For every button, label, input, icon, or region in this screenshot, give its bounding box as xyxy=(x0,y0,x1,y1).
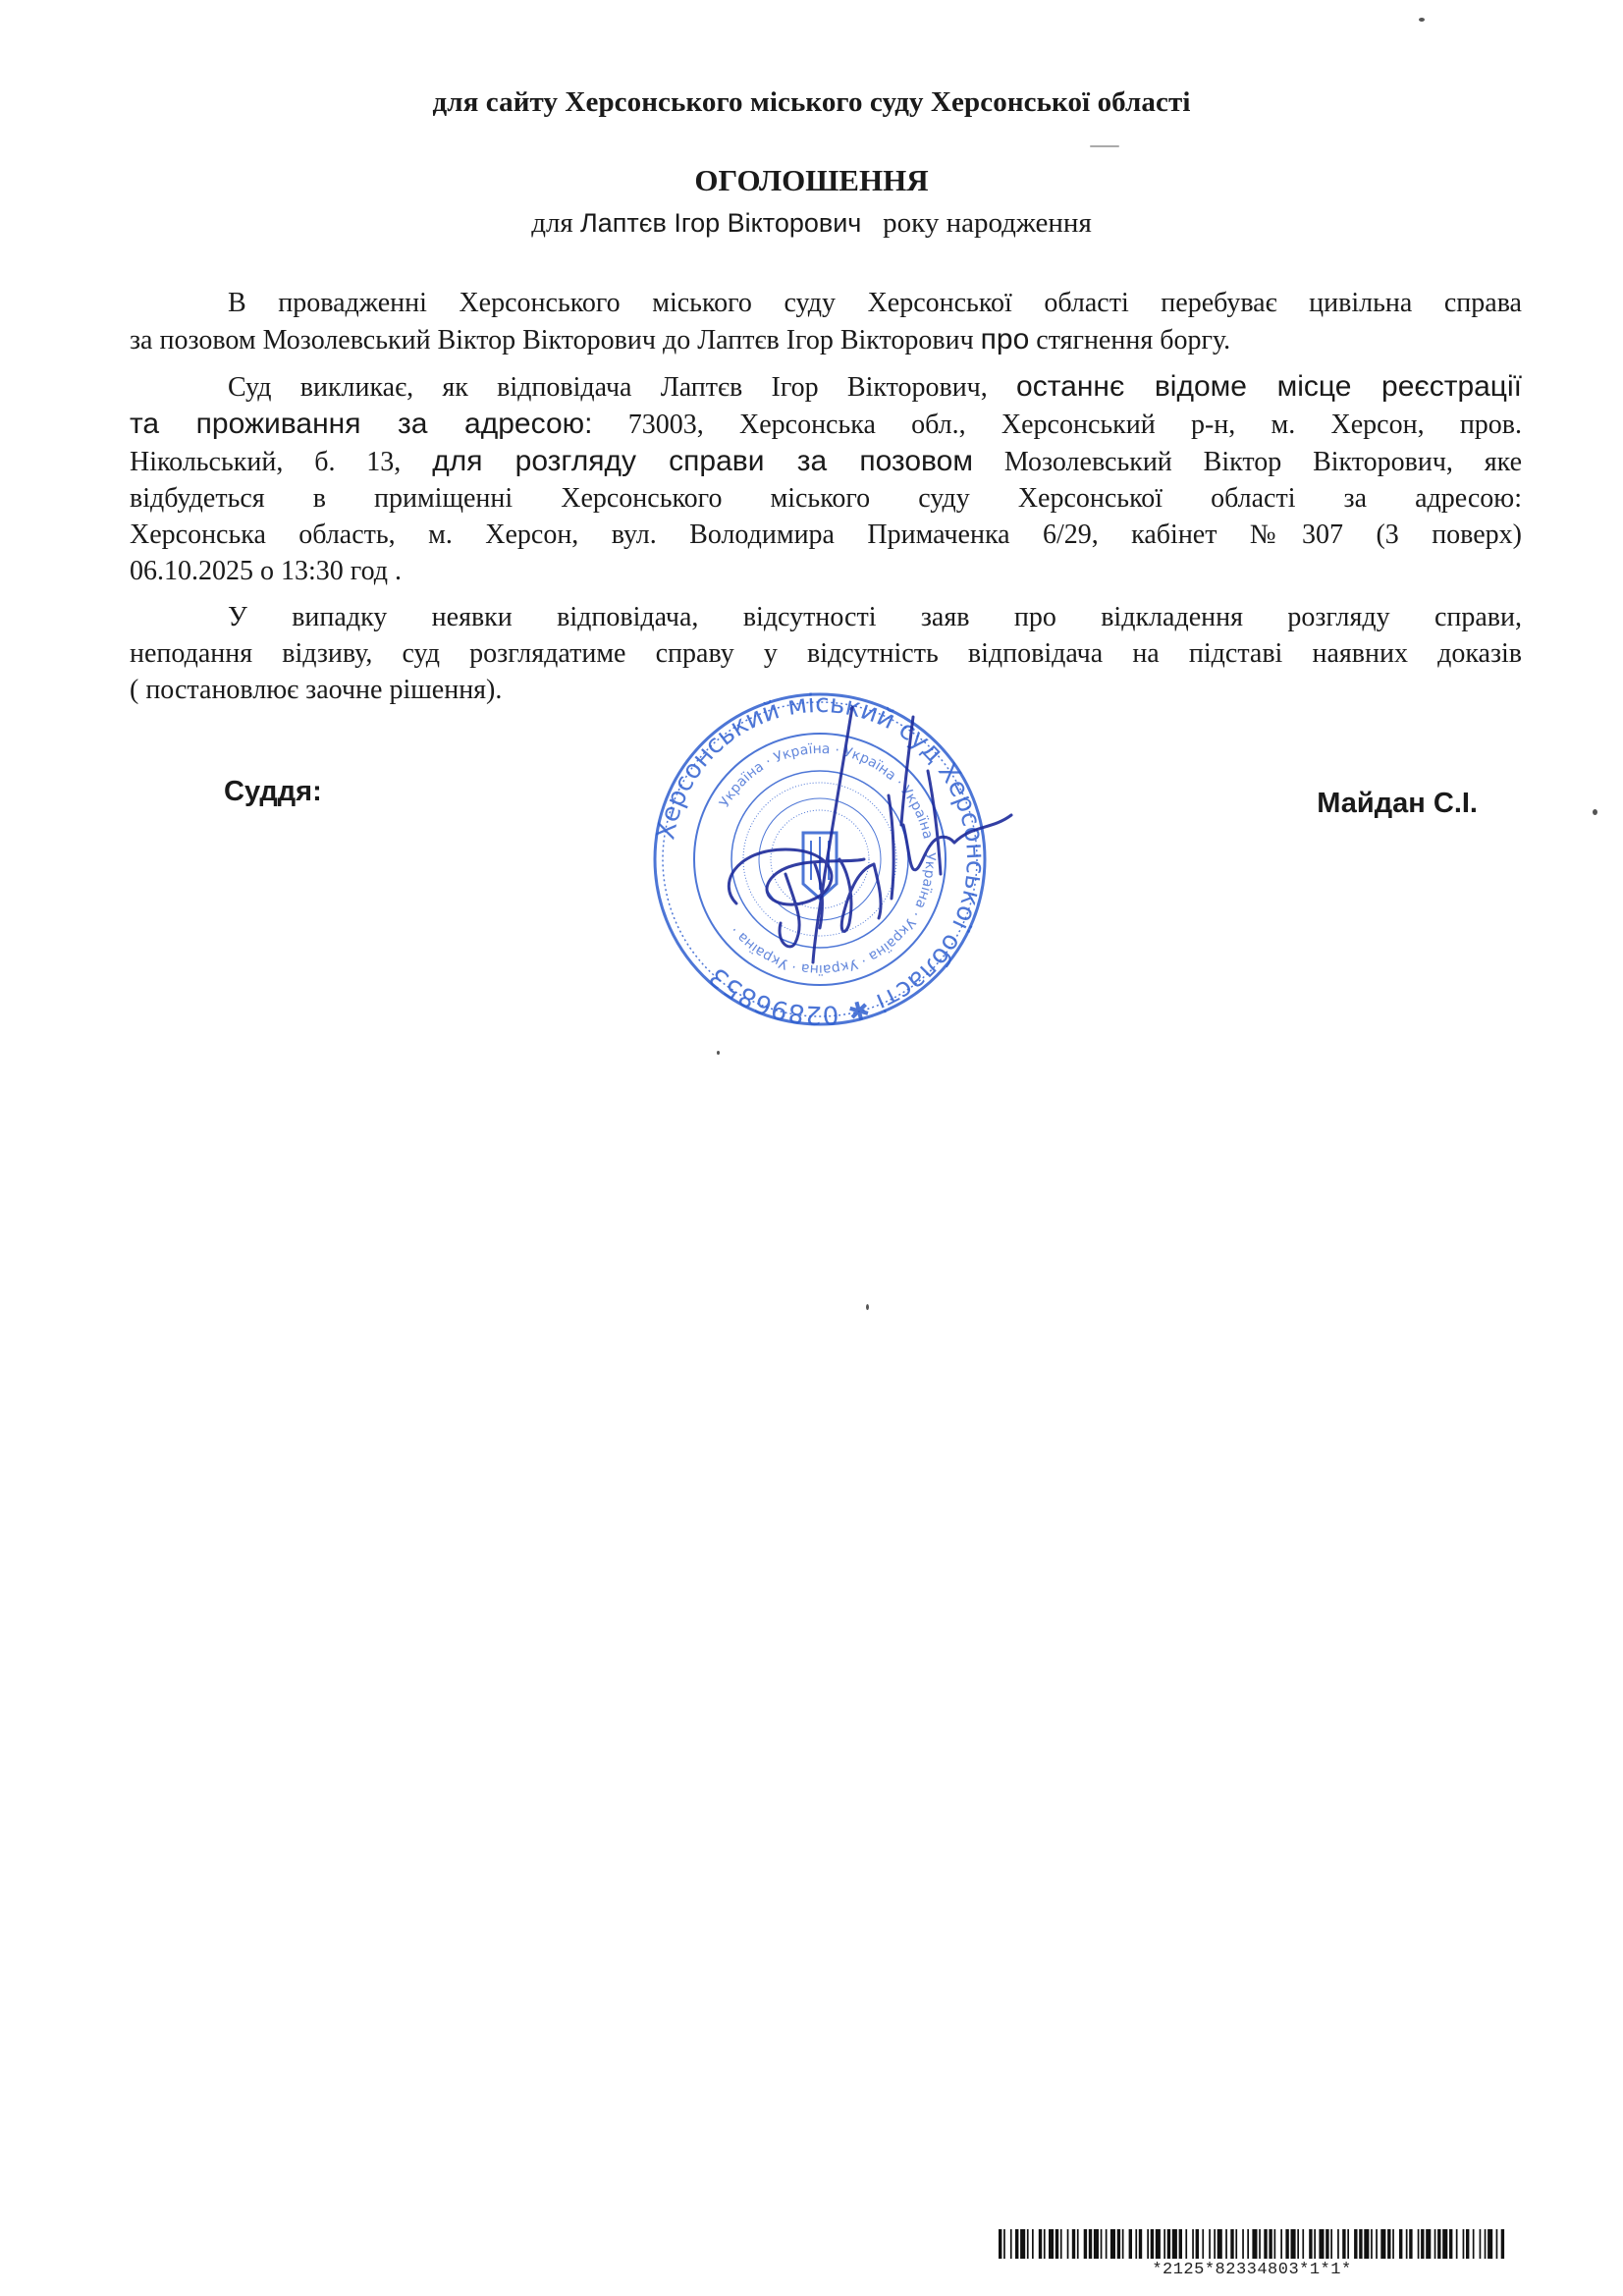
barcode-bar xyxy=(1235,2229,1237,2259)
text-fragment: Мозолевський Віктор Вікторович до Лаптєв Ігор Вікторович xyxy=(262,325,974,355)
barcode-bar xyxy=(1151,2229,1154,2259)
barcode-bar xyxy=(1314,2229,1316,2259)
text-fragment: та проживання за адресою: xyxy=(130,408,593,440)
barcode-bar xyxy=(1387,2229,1390,2259)
barcode-bar xyxy=(1456,2229,1458,2259)
text-fragment: Мозолевський Віктор Вікторович, яке xyxy=(1003,447,1523,477)
document-subtitle xyxy=(0,207,1623,240)
barcode-bar xyxy=(1421,2229,1424,2259)
barcode-bar xyxy=(999,2229,1001,2259)
barcode-bar xyxy=(1291,2229,1296,2259)
paragraph-line: відбудеться в приміщенні Херсонського міського суду Херсонської області за адресою: xyxy=(130,483,1522,514)
subtitle-prefix: для xyxy=(531,207,573,239)
barcode-bar xyxy=(1406,2229,1408,2259)
text-fragment: 73003, Херсонська обл., Херсонський р-н, м. Херсон, пров. xyxy=(627,410,1523,440)
barcode-bar xyxy=(1225,2229,1227,2259)
barcode-bar xyxy=(1027,2229,1029,2259)
barcode-bar xyxy=(1449,2229,1452,2259)
document-title: ОГОЛОШЕННЯ xyxy=(694,163,929,197)
scan-speck xyxy=(1593,809,1597,815)
paragraph-line xyxy=(130,321,1522,358)
barcode-bar xyxy=(1167,2229,1170,2259)
barcode-bar xyxy=(1359,2229,1362,2259)
barcode-bar xyxy=(1217,2229,1222,2259)
judge-name: Майдан С.І. xyxy=(1317,788,1478,819)
barcode-bar xyxy=(1501,2229,1504,2259)
barcode-bar xyxy=(1147,2229,1149,2259)
barcode-bar xyxy=(1488,2229,1492,2259)
barcode-bar xyxy=(1337,2229,1339,2259)
barcode-bar xyxy=(1434,2229,1436,2259)
barcode-bar xyxy=(1242,2229,1244,2259)
barcode-bar xyxy=(1480,2229,1482,2259)
barcode-bar xyxy=(1274,2229,1276,2259)
barcode-bar xyxy=(1089,2229,1092,2259)
text-fragment: для розгляду справи за позовом xyxy=(432,445,973,477)
text-fragment: Суд викликає, як відповідача Лаптєв Ігор Вікторович, xyxy=(228,372,988,403)
barcode-text: *2125*82334803*1*1* xyxy=(1152,2261,1352,2279)
barcode-bar xyxy=(1192,2229,1194,2259)
document-body xyxy=(130,285,1522,708)
barcode-bar xyxy=(1172,2229,1177,2259)
barcode-bar xyxy=(1020,2229,1025,2259)
judge-signature xyxy=(677,678,1070,1011)
defendant-name: Лаптєв Ігор Вікторович xyxy=(580,208,862,238)
barcode-bar xyxy=(1003,2229,1005,2259)
document-header: для сайту Херсонського міського суду Херсонської області xyxy=(432,86,1191,118)
barcode-bar xyxy=(1269,2229,1271,2259)
scan-speck xyxy=(866,1304,869,1310)
barcode-bar xyxy=(1044,2229,1046,2259)
paragraph-line xyxy=(130,443,1522,480)
barcode-bar xyxy=(1055,2229,1058,2259)
barcode-bar xyxy=(1110,2229,1115,2259)
barcode-bar xyxy=(1135,2229,1137,2259)
barcode-bar xyxy=(1060,2229,1062,2259)
barcode-bar xyxy=(1032,2229,1034,2259)
barcode-bar xyxy=(1399,2229,1402,2259)
paragraph-line: ( постановлює заочне рішення). xyxy=(130,675,503,705)
text-fragment: Нікольський, б. 13, xyxy=(130,447,402,477)
judge-label: Суддя: xyxy=(224,776,322,807)
barcode-bar xyxy=(1129,2229,1132,2259)
barcode-bar xyxy=(1473,2229,1475,2259)
barcode-bar xyxy=(1392,2229,1394,2259)
barcode-bar xyxy=(1319,2229,1324,2259)
barcode-bar xyxy=(1442,2229,1447,2259)
svg-text:Україна · Україна · Україна ·: Україна · Україна · Україна · Україна · Україна · Україна · Україна · Україна · xyxy=(716,740,939,978)
barcode-bar xyxy=(1106,2229,1108,2259)
barcode-bar xyxy=(1247,2229,1249,2259)
text-fragment: останнє відоме місце реєстрації xyxy=(1016,370,1522,403)
barcode-bar xyxy=(1049,2229,1054,2259)
barcode-bar xyxy=(1122,2229,1124,2259)
barcode-bar xyxy=(1342,2229,1345,2259)
barcode-bar xyxy=(1163,2229,1165,2259)
paragraph-line: Херсонська область, м. Херсон, вул. Володимира Примаченка 6/29, кабінет №307 (3 поверх) xyxy=(130,519,1522,550)
barcode-bar xyxy=(1067,2229,1069,2259)
barcode-bar xyxy=(1376,2229,1378,2259)
barcode-bar xyxy=(1077,2229,1079,2259)
barcode-bar xyxy=(1437,2229,1440,2259)
barcode-bar xyxy=(1202,2229,1204,2259)
text-fragment: стягнення боргу. xyxy=(1036,325,1231,355)
barcode-bar xyxy=(1280,2229,1282,2259)
paragraph-line xyxy=(130,406,1522,443)
barcode-bar xyxy=(1302,2229,1304,2259)
text-fragment: за позовом xyxy=(130,325,256,355)
barcode-bar xyxy=(1325,2229,1328,2259)
paragraph-line: 06.10.2025 о 13:30 год . xyxy=(130,556,403,586)
barcode-bar xyxy=(1259,2229,1261,2259)
scan-speck xyxy=(1090,145,1119,147)
barcode-bar xyxy=(1380,2229,1385,2259)
barcode-bar xyxy=(1309,2229,1312,2259)
subtitle-suffix: року народження xyxy=(883,207,1092,239)
barcode-bar xyxy=(1117,2229,1120,2259)
barcode-bar xyxy=(1094,2229,1099,2259)
paragraph-1 xyxy=(130,285,1522,358)
barcode-bar xyxy=(1209,2229,1211,2259)
barcode-bar xyxy=(1185,2229,1187,2259)
barcode-bar xyxy=(1264,2229,1267,2259)
paragraph-line: неподання відзиву, суд розглядатиме справу у відсутність відповідача на підставі наявних доказів xyxy=(130,638,1522,669)
barcode-bar xyxy=(1285,2229,1288,2259)
text-fragment: про xyxy=(980,323,1030,355)
barcode-bar xyxy=(1330,2229,1332,2259)
barcode-bar xyxy=(1139,2229,1142,2259)
barcode xyxy=(997,2229,1507,2288)
barcode-bar xyxy=(1015,2229,1018,2259)
barcode-bar xyxy=(1418,2229,1420,2259)
barcode-bar xyxy=(1214,2229,1216,2259)
barcode-bar xyxy=(1156,2229,1161,2259)
svg-text:Херсонський міський суд Херсон: Херсонський міський суд Херсонської області ✱ 02896853 xyxy=(651,688,991,1030)
barcode-bar xyxy=(1179,2229,1182,2259)
barcode-bar xyxy=(1496,2229,1498,2259)
barcode-bar xyxy=(1084,2229,1087,2259)
scan-speck xyxy=(717,1051,720,1055)
barcode-bar xyxy=(1347,2229,1349,2259)
barcode-bar xyxy=(1426,2229,1431,2259)
barcode-bar xyxy=(1485,2229,1487,2259)
barcode-bars xyxy=(997,2229,1507,2259)
paragraph-line: У випадку неявки відповідача, відсутності заяв про відкладення розгляду справи, xyxy=(228,602,1522,632)
barcode-bar xyxy=(1354,2229,1357,2259)
barcode-bar xyxy=(1101,2229,1103,2259)
scan-speck xyxy=(1419,18,1425,22)
barcode-bar xyxy=(1039,2229,1042,2259)
paragraph-line: В провадженні Херсонського міського суду Херсонської області перебуває цивільна справа xyxy=(228,288,1522,318)
barcode-bar xyxy=(1409,2229,1412,2259)
paragraph-line xyxy=(130,368,1522,406)
paragraph-2 xyxy=(130,368,1522,589)
barcode-bar xyxy=(1230,2229,1233,2259)
barcode-bar xyxy=(1371,2229,1373,2259)
barcode-bar xyxy=(1010,2229,1012,2259)
barcode-bar xyxy=(1297,2229,1299,2259)
barcode-bar xyxy=(1072,2229,1075,2259)
barcode-bar xyxy=(1463,2229,1465,2259)
barcode-bar xyxy=(1252,2229,1257,2259)
barcode-bar xyxy=(1466,2229,1469,2259)
barcode-bar xyxy=(1196,2229,1199,2259)
barcode-bar xyxy=(1364,2229,1369,2259)
